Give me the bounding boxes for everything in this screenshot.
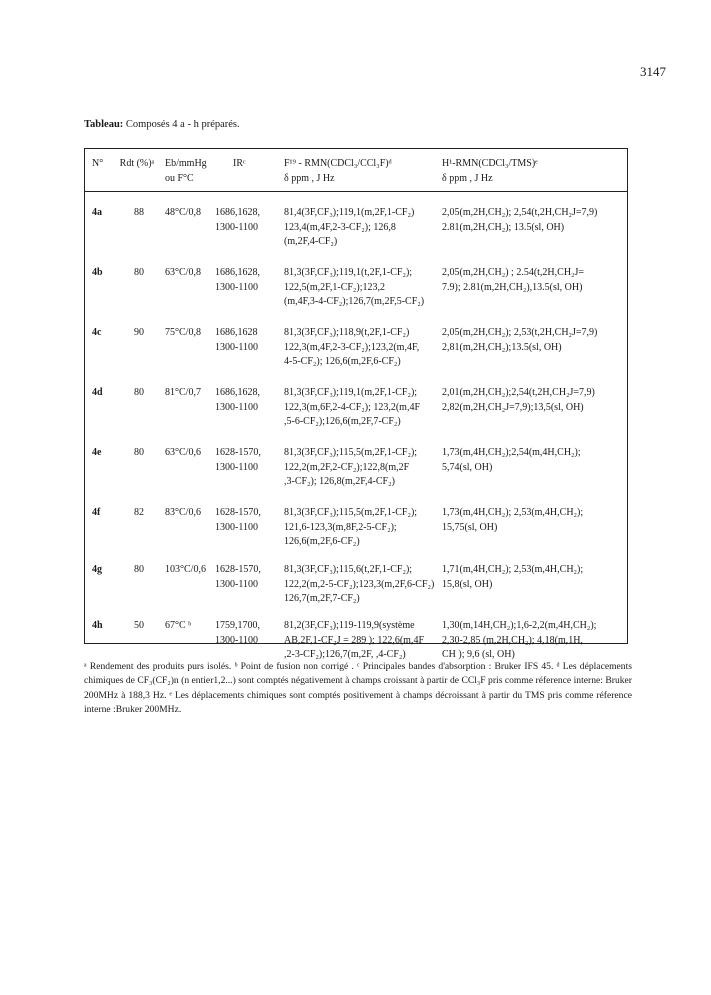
- cell-ir: [215, 386, 275, 415]
- footnotes: ᵃ Rendement des produits purs isolés. ᵇ Point de fusion non corrigé . ᶜ Principales bandes d'absorption : Bruker IFS 45. ᵈ Les déplacements chimiques de CF₃(CF₂)n (n entier1,2...) sont comptés négativement à champs croissant à partir de CCl₃F pris comme réference interne: Bruker 200MHz à 188,3 Hz. ᵉ Les déplacements chimiques sont comptés positivement à champs décroissant à partir du TMS pris comme réference interne :Bruker 200MHz.: [84, 661, 632, 716]
- cell-ir-line: 1300-1100: [215, 578, 258, 590]
- cell-yield: 80: [134, 564, 144, 575]
- cell-h1-nmr: [442, 266, 627, 295]
- cell-h1-nmr-line: 2,82(m,2H,CH₂J=7,9);13,5(sl, OH): [442, 401, 584, 413]
- cell-h1-nmr-line: CH ); 9,6 (sl, OH): [442, 649, 515, 660]
- cell-h1-nmr-line: 2,30-2,85 (m,2H,CH₂); 4,18(m,1H,: [442, 634, 583, 646]
- header-line: H¹-RMN(CDCl₃/TMS)ᵉ: [442, 158, 538, 169]
- cell-yield: 88: [134, 207, 144, 218]
- cell-h1-nmr-line: 2,81(m,2H,CH₂);13.5(sl, OH): [442, 341, 562, 353]
- header-line: IRᶜ: [233, 158, 246, 169]
- cell-f19-nmr: [284, 266, 434, 310]
- cell-f19-nmr: [284, 506, 434, 550]
- cell-h1-nmr-line: 15,8(sl, OH): [442, 578, 493, 590]
- cell-f19-nmr-line: 81,3(3F,CF₃);119,1(t,2F,1-CF₂);: [284, 267, 413, 278]
- cell-ir-line: 1300-1100: [215, 634, 258, 646]
- cell-compound: 4g: [92, 564, 102, 575]
- cell-f19-nmr-line: 122,2(m,2F,2-CF₂);122,8(m,2F: [284, 461, 410, 473]
- cell-f19-nmr-line: 81,2(3F,CF₃);119-119,9(système: [284, 620, 415, 631]
- cell-boiling-point: 75°C/0,8: [165, 327, 201, 338]
- cell-f19-nmr-line: 122,2(m,2-5-CF₂);123,3(m,2F,6-CF₂): [284, 578, 435, 590]
- header-line: N°: [92, 158, 104, 169]
- cell-ir-line: 1300-1100: [215, 461, 258, 473]
- cell-ir-line: 1686,1628,: [215, 387, 260, 398]
- cell-h1-nmr-line: 2,05(m,2H,CH₂); 2,53(t,2H,CH₂J=7,9): [442, 327, 598, 338]
- cell-ir-line: 1628-1570,: [215, 564, 261, 575]
- cell-f19-nmr-line: ,5-6-CF₂);126,6(m,2F,7-CF₂): [284, 416, 401, 427]
- cell-h1-nmr-line: 2.81(m,2H,CH₂); 13.5(sl, OH): [442, 221, 565, 233]
- cell-compound: 4a: [92, 207, 102, 218]
- header-line: Eb/mmHg: [165, 158, 207, 169]
- cell-f19-nmr: [284, 563, 434, 607]
- table-caption: [84, 119, 240, 130]
- cell-h1-nmr-line: 5,74(sl, OH): [442, 461, 493, 473]
- cell-f19-nmr-line: 81,3(3F,CF₃);118,9(t,2F,1-CF₂): [284, 327, 410, 338]
- cell-ir-line: 1300-1100: [215, 221, 258, 233]
- data-table: [84, 148, 628, 660]
- cell-f19-nmr-line: 81,3(3F,CF₃);115,5(m,2F,1-CF₂);: [284, 447, 418, 458]
- cell-h1-nmr-line: 2,05(m,2H,CH₂) ; 2.54(t,2H,CH₂J=: [442, 267, 585, 278]
- cell-yield: 90: [134, 327, 144, 338]
- cell-compound: 4f: [92, 507, 101, 518]
- header-f19: [284, 157, 434, 186]
- cell-f19-nmr: [284, 619, 434, 663]
- cell-compound: 4h: [92, 620, 103, 631]
- cell-h1-nmr-line: 2,01(m,2H,CH₂);2,54(t,2H,CH₂J=7,9): [442, 387, 595, 398]
- caption-text: Composés 4 a - h préparés.: [123, 119, 240, 130]
- cell-ir-line: 1300-1100: [215, 521, 258, 533]
- cell-f19-nmr-line: 4-5-CF₂); 126,6(m,2F,6-CF₂): [284, 356, 401, 367]
- cell-boiling-point: 103°C/0,6: [165, 564, 206, 575]
- cell-yield: 80: [134, 447, 144, 458]
- cell-ir: [215, 506, 275, 535]
- cell-h1-nmr: [442, 446, 627, 475]
- cell-f19-nmr-line: 81,3(3F,CF₃);115,6(t,2F,1-CF₂);: [284, 564, 413, 575]
- cell-f19-nmr-line: 81,4(3F,CF₃);119,1(m,2F,1-CF₂): [284, 207, 415, 218]
- cell-h1-nmr-line: 2,05(m,2H,CH₂); 2,54(t,2H,CH₂J=7,9): [442, 207, 598, 218]
- cell-h1-nmr: [442, 386, 627, 415]
- cell-compound: 4e: [92, 447, 102, 458]
- cell-boiling-point: 67°C ᵇ: [165, 620, 192, 631]
- cell-h1-nmr-line: 1,71(m,4H,CH₂); 2,53(m,4H,CH₂);: [442, 564, 584, 575]
- cell-h1-nmr-line: 1,30(m,14H,CH₂);1,6-2,2(m,4H,CH₂);: [442, 620, 597, 631]
- header-rule: [85, 191, 627, 192]
- cell-boiling-point: 48°C/0,8: [165, 207, 201, 218]
- header-line: δ ppm , J Hz: [442, 172, 493, 184]
- cell-ir-line: 1686,1628,: [215, 207, 260, 218]
- cell-ir: [215, 563, 275, 592]
- cell-ir-line: 1300-1100: [215, 341, 258, 353]
- cell-ir-line: 1628-1570,: [215, 507, 261, 518]
- cell-yield: 80: [134, 267, 144, 278]
- cell-f19-nmr-line: 123,4(m,4F,2-3-CF₂); 126,8: [284, 221, 396, 233]
- cell-h1-nmr: [442, 506, 627, 535]
- cell-f19-nmr-line: 121,6-123,3(m,8F,2-5-CF₂);: [284, 521, 397, 533]
- cell-f19-nmr-line: (m,2F,4-CF₂): [284, 236, 338, 247]
- cell-f19-nmr: [284, 386, 434, 430]
- cell-f19-nmr-line: 126,7(m,2F,7-CF₂): [284, 593, 360, 604]
- cell-compound: 4d: [92, 387, 103, 398]
- cell-f19-nmr-line: 122,3(m,6F,2-4-CF₂); 123,2(m,4F: [284, 401, 421, 413]
- cell-boiling-point: 83°C/0,6: [165, 507, 201, 518]
- cell-yield: 80: [134, 387, 144, 398]
- cell-ir: [215, 619, 275, 648]
- cell-h1-nmr-line: 1,73(m,4H,CH₂);2,54(m,4H,CH₂);: [442, 447, 581, 458]
- cell-f19-nmr-line: 81,3(3F,CF₃);115,5(m,2F,1-CF₂);: [284, 507, 418, 518]
- cell-boiling-point: 63°C/0,6: [165, 447, 201, 458]
- cell-h1-nmr: [442, 619, 627, 663]
- cell-f19-nmr: [284, 206, 434, 250]
- cell-ir-line: 1300-1100: [215, 281, 258, 293]
- cell-h1-nmr: [442, 326, 627, 355]
- cell-boiling-point: 81°C/0,7: [165, 387, 201, 398]
- cell-compound: 4b: [92, 267, 103, 278]
- cell-h1-nmr-line: 15,75(sl, OH): [442, 521, 498, 533]
- cell-compound: 4c: [92, 327, 102, 338]
- cell-f19-nmr-line: 126,6(m,2F,6-CF₂): [284, 536, 360, 547]
- cell-h1-nmr: [442, 563, 627, 592]
- cell-boiling-point: 63°C/0,8: [165, 267, 201, 278]
- cell-ir: [215, 446, 275, 475]
- cell-f19-nmr-line: 122,3(m,4F,2-3-CF₂);123,2(m,4F,: [284, 341, 420, 353]
- cell-f19-nmr-line: ,3-CF₂); 126,8(m,2F,4-CF₂): [284, 476, 395, 487]
- header-line: δ ppm , J Hz: [284, 172, 335, 184]
- cell-f19-nmr-line: AB,2F,1-CF₂J = 289 ); 122,6(m,4F: [284, 634, 425, 646]
- cell-ir: [215, 206, 275, 235]
- cell-ir-line: 1300-1100: [215, 401, 258, 413]
- cell-ir: [215, 266, 275, 295]
- header-line: ou F°C: [165, 172, 194, 184]
- cell-f19-nmr-line: 122,5(m,2F,1-CF₂);123,2: [284, 281, 386, 293]
- cell-ir-line: 1686,1628,: [215, 267, 260, 278]
- cell-yield: 50: [134, 620, 144, 631]
- cell-ir-line: 1759,1700,: [215, 620, 260, 631]
- cell-ir-line: 1628-1570,: [215, 447, 261, 458]
- header-line: Rdt (%)ᵃ: [119, 158, 155, 169]
- header-rdt: [113, 157, 161, 172]
- header-eb: [165, 157, 217, 186]
- page-number: 3147: [640, 64, 666, 79]
- cell-h1-nmr-line: 1,73(m,4H,CH₂); 2,53(m,4H,CH₂);: [442, 507, 584, 518]
- cell-yield: 82: [134, 507, 144, 518]
- cell-f19-nmr-line: (m,4F,3-4-CF₂);126,7(m,2F,5-CF₂): [284, 296, 425, 307]
- header-h1: [442, 157, 627, 186]
- cell-f19-nmr-line: ,2-3-CF₂);126,7(m,2F, ,4-CF₂): [284, 649, 406, 660]
- cell-h1-nmr-line: 7.9); 2.81(m,2H,CH₂),13.5(sl, OH): [442, 281, 583, 293]
- caption-label: Tableau:: [84, 119, 124, 130]
- header-line: F¹⁹ - RMN(CDCl₃/CCl₃F)ᵈ: [284, 158, 392, 169]
- cell-ir: [215, 326, 275, 355]
- cell-f19-nmr-line: 81,3(3F,CF₃);119,1(m,2F,1-CF₂);: [284, 387, 418, 398]
- cell-h1-nmr: [442, 206, 627, 235]
- cell-f19-nmr: [284, 326, 434, 370]
- cell-ir-line: 1686,1628: [215, 327, 258, 338]
- cell-f19-nmr: [284, 446, 434, 490]
